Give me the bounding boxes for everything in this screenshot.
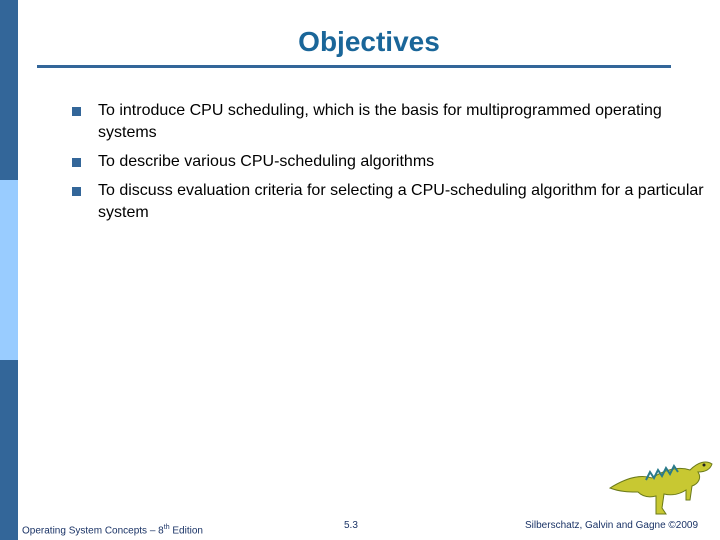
square-bullet-icon (72, 158, 81, 167)
title-underline (37, 65, 671, 68)
bullet-list (70, 100, 710, 231)
bullet-item (70, 151, 710, 173)
footer-page-number: 5.3 (344, 520, 358, 531)
footer-book-title: Operating System Concepts – 8th Edition (22, 524, 203, 537)
sidebar-stripe-bottom (0, 360, 18, 540)
sidebar-stripe-top (0, 0, 18, 180)
bullet-text: To discuss evaluation criteria for selecting a CPU-scheduling algorithm for a particular system (98, 182, 704, 221)
bullet-item (70, 180, 710, 224)
sidebar-stripe-middle (0, 180, 18, 360)
bullet-text: To describe various CPU-scheduling algorithms (98, 153, 435, 170)
slide-title: Objectives (298, 26, 440, 57)
square-bullet-icon (72, 187, 81, 196)
dinosaur-icon (606, 448, 714, 520)
footer-authors: Silberschatz, Galvin and Gagne ©2009 (525, 520, 699, 531)
bullet-item (70, 100, 710, 144)
bullet-text: To introduce CPU scheduling, which is the basis for multiprogrammed operating systems (98, 102, 662, 141)
square-bullet-icon (72, 107, 81, 116)
